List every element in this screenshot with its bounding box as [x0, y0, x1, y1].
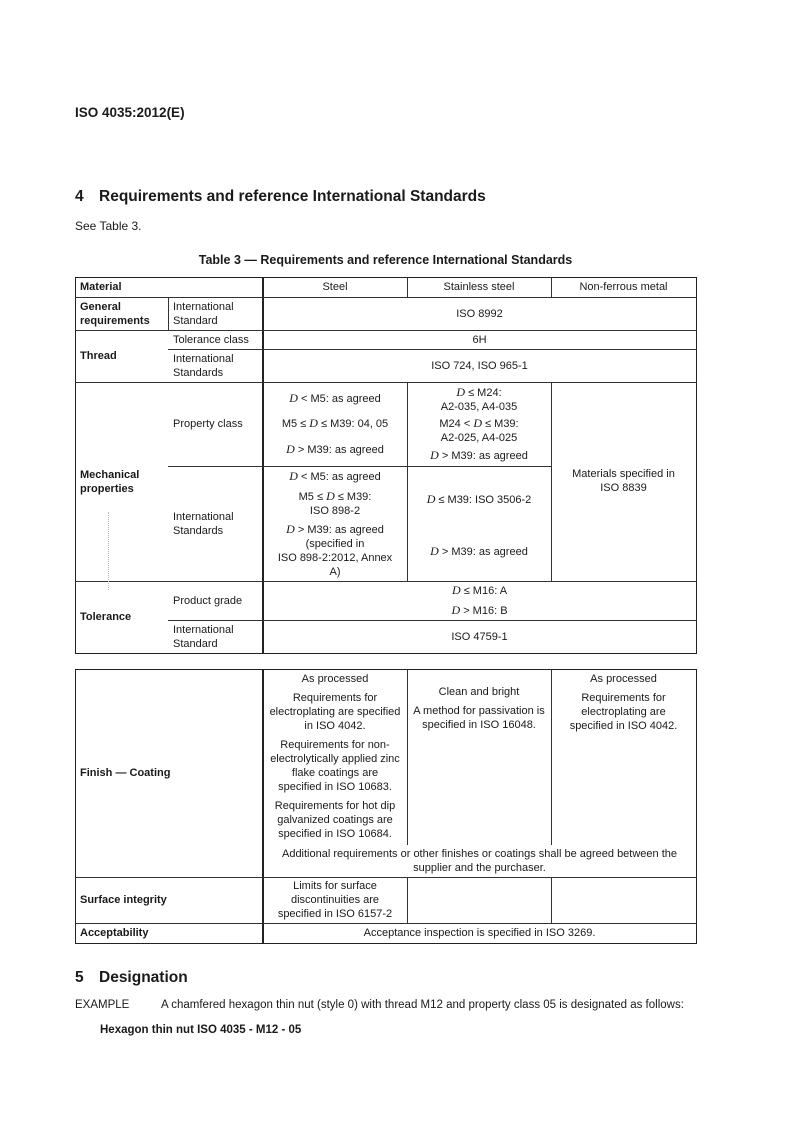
- cell-text: ISO 898-2: [309, 504, 361, 517]
- section-5-heading: [75, 969, 188, 987]
- mechanical-non-ferrous: Materials specified in ISO 8839: [572, 468, 675, 494]
- example-text: A chamfered hexagon thin nut (style 0) with thread M12 and property class 05 is designated as follows:: [161, 999, 684, 1011]
- cell-text: D: [426, 492, 436, 507]
- example-paragraph: [75, 999, 684, 1011]
- row-label-finish-coating: Finish — Coating: [80, 767, 171, 779]
- col-header-stainless: Stainless steel: [443, 281, 515, 293]
- col-header-material: Material: [80, 281, 122, 293]
- section-number: 4: [75, 188, 84, 205]
- condition: [439, 416, 518, 445]
- finish-item: Requirements for hot dip galvanized coatings are specified in ISO 10684.: [274, 800, 396, 840]
- cell-text: ISO 898-2:2012, Annex: [277, 552, 393, 564]
- mechanical-standards-stainless: [407, 466, 551, 581]
- cell-text: D: [286, 522, 295, 536]
- condition: [299, 489, 372, 518]
- cell-text: D: [289, 469, 298, 483]
- cell-text: > M39: as agreed: [294, 443, 384, 456]
- tolerance-class-value: 6H: [472, 333, 487, 346]
- finish-non-ferrous: [551, 669, 696, 749]
- cell-text: D: [430, 543, 439, 558]
- cell-text: ≤ M16: A: [460, 585, 508, 598]
- cell-text: D: [309, 416, 318, 431]
- row-label-general-standard: International Standard: [173, 300, 234, 327]
- cell-text: D: [473, 416, 482, 431]
- finish-item: As processed: [301, 673, 369, 685]
- cell-text: D: [326, 488, 335, 503]
- cell-text: D: [451, 583, 461, 598]
- cell-text: D: [430, 447, 439, 462]
- finish-item: A method for passivation is specified in ISO 16048.: [413, 705, 545, 731]
- row-label-mechanical-standards: International Standards: [173, 510, 234, 537]
- condition: [441, 385, 517, 414]
- tolerance-standard-value: ISO 4759-1: [451, 630, 508, 643]
- cell-text: > M39: as agreed: [294, 524, 384, 536]
- finish-item: As processed: [590, 673, 657, 685]
- row-label-tolerance-standard: International Standard: [173, 623, 234, 650]
- finish-item: Requirements for electroplating are specified in ISO 4042.: [269, 692, 401, 732]
- finish-stainless: [407, 669, 551, 749]
- cell-text: ≤ M39:: [334, 490, 372, 503]
- row-label-property-class: Property class: [173, 418, 243, 430]
- mechanical-standards-steel: [263, 466, 407, 581]
- example-label: EXAMPLE: [75, 999, 130, 1011]
- condition: [451, 603, 507, 618]
- row-group-mechanical: Mechanical properties: [80, 468, 140, 495]
- designation-example: Hexagon thin nut ISO 4035 - M12 - 05: [100, 1024, 302, 1036]
- finish-additional-note: Additional requirements or other finishes or coatings shall be agreed between the supplier and the purchaser.: [281, 848, 678, 874]
- row-group-thread: Thread: [80, 350, 117, 362]
- cell-text: M24 <: [439, 418, 474, 431]
- cell-text: (specified in: [305, 538, 365, 550]
- cell-text: A): [329, 566, 341, 578]
- property-class-steel: [263, 382, 407, 466]
- row-label-surface-integrity: Surface integrity: [80, 894, 167, 906]
- surface-steel: Limits for surface discontinuities are specified in ISO 6157-2: [277, 880, 393, 920]
- cell-text: > M16: B: [460, 604, 508, 617]
- condition: [430, 544, 528, 559]
- section-title: Requirements and reference International Standards: [99, 188, 486, 205]
- property-class-stainless: [407, 382, 551, 466]
- document-id: ISO 4035:2012(E): [75, 105, 185, 120]
- product-grade-value: [263, 581, 696, 620]
- cell-text: D: [456, 385, 466, 400]
- cell-text: > M39: as agreed: [438, 449, 528, 462]
- cell-text: D: [451, 602, 461, 617]
- table-divider: [551, 382, 552, 581]
- col-header-steel: Steel: [322, 281, 348, 293]
- cell-text: D: [289, 391, 298, 406]
- general-standard-value: ISO 8992: [456, 307, 503, 320]
- finish-steel: [263, 669, 407, 845]
- cell-text: > M39: as agreed: [438, 545, 528, 558]
- row-group-general: General requirements: [80, 300, 150, 327]
- cell-text: ≤ M24:: [465, 387, 502, 400]
- section-title: Designation: [99, 969, 188, 986]
- cell-text: < M5: as agreed: [297, 471, 381, 483]
- condition: [289, 391, 381, 406]
- table-caption: Table 3 — Requirements and reference International Standards: [198, 253, 573, 267]
- thread-standards-value: ISO 724, ISO 965-1: [431, 359, 528, 372]
- section-number: 5: [75, 969, 84, 986]
- condition: [289, 469, 381, 484]
- row-label-product-grade: Product grade: [173, 594, 243, 607]
- cell-text: M5 ≤: [298, 490, 327, 503]
- cell-text: A2-035, A4-035: [440, 401, 518, 414]
- condition: [278, 522, 392, 579]
- row-label-thread-standards: International Standards: [173, 352, 234, 379]
- condition: [427, 492, 532, 507]
- finish-item: Clean and bright: [438, 686, 520, 698]
- condition: [430, 448, 528, 463]
- condition: [286, 442, 384, 457]
- cell-text: ≤ M39:: [482, 418, 519, 431]
- cell-text: ≤ M39: ISO 3506-2: [435, 494, 532, 507]
- condition: [452, 583, 507, 598]
- row-group-tolerance: Tolerance: [80, 611, 132, 623]
- cell-text: ≤ M39: 04, 05: [317, 418, 389, 431]
- section-4-heading: [75, 188, 486, 206]
- acceptability-value: Acceptance inspection is specified in ISO 3269.: [363, 927, 596, 939]
- finish-item: Requirements for non-electrolytically applied zinc flake coatings are specified in ISO 10683.: [270, 739, 400, 793]
- surface-stainless: [407, 877, 551, 923]
- col-header-non-ferrous: Non-ferrous metal: [579, 281, 668, 293]
- cell-text: M5 ≤: [281, 418, 310, 431]
- section-4-body: See Table 3.: [75, 219, 142, 233]
- cell-text: A2-025, A4-025: [440, 432, 518, 445]
- surface-non-ferrous: [551, 877, 696, 923]
- row-label-acceptability: Acceptability: [80, 927, 149, 939]
- finish-item: Requirements for electroplating are specified in ISO 4042.: [569, 692, 678, 732]
- row-label-tolerance-class: Tolerance class: [173, 333, 249, 346]
- condition: [282, 416, 388, 431]
- cell-text: D: [286, 441, 295, 456]
- cell-text: < M5: as agreed: [297, 393, 381, 406]
